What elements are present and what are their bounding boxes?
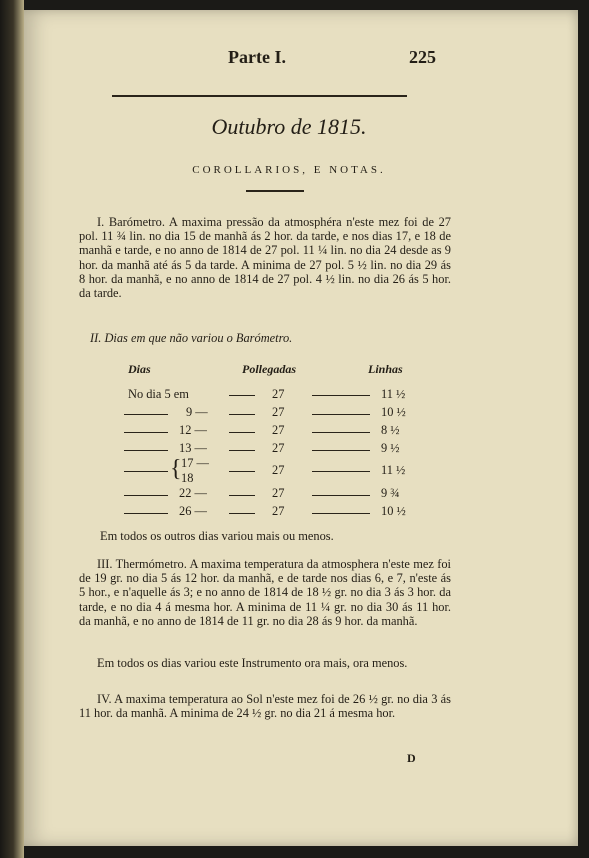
row-dash (124, 471, 168, 472)
brace-mark: { (170, 456, 182, 482)
table-row-lin: 9 ¾ (381, 486, 400, 500)
section-thermometro: III. Thermómetro. A maxima temperatura da atmosphera n'este mez foi de 19 gr. no dia 5 ás 12 hor. da manhã, e de tarde nos dias 6, e 7, n'este ás 5 hor., e n'aquelle ás 3; e no anno de 1814 de 18 ½ gr. no dia 3 ás 3 hor. da tarde, e no dia 4 á mesma hor. A minima de 11 ¼ gr. no dia 30 ás 11 hor. da manhã, e no anno de 1814 de 11 gr. no dia 28 ás 9 hor. da manhã. (79, 557, 451, 628)
header-rule (112, 95, 407, 97)
section-iii-note: Em todos os dias variou este Instrumento ora mais, ora menos. (97, 656, 408, 670)
table-header-pollegadas: Pollegadas (242, 362, 296, 376)
table-row-lin: 10 ½ (381, 405, 406, 419)
table-row-pol: 27 (272, 504, 285, 518)
row-dash (312, 395, 370, 396)
table-row-pol: 27 (272, 441, 285, 455)
row-dash (312, 495, 370, 496)
section-ii-note: Em todos os outros dias variou mais ou menos. (100, 529, 334, 543)
book-page (24, 10, 578, 846)
row-dash (312, 471, 370, 472)
row-dash (124, 450, 168, 451)
table-row-lin: 11 ½ (381, 463, 406, 477)
table-row-pol: 27 (272, 423, 285, 437)
table-row-dias: 22 — (179, 486, 207, 500)
signature-mark: D (407, 751, 416, 765)
row-dash (229, 450, 255, 451)
page-subtitle: COROLLARIOS, E NOTAS. (192, 164, 386, 176)
page-title: Outubro de 1815. (211, 114, 367, 139)
table-row-lin: 10 ½ (381, 504, 406, 518)
table-row-dias-second: 18 (181, 471, 194, 485)
table-row-dias: 12 — (179, 423, 207, 437)
table-header-dias: Dias (128, 362, 151, 376)
section-sol: IV. A maxima temperatura ao Sol n'este mez foi de 26 ½ gr. no dia 3 ás 11 hor. da manhã. A minima de 24 ½ gr. no dia 21 á mesma hor. (79, 692, 451, 721)
table-row-pol: 27 (272, 486, 285, 500)
row-dash (312, 432, 370, 433)
section-ii-heading: II. Dias em que não variou o Barómetro. (90, 331, 293, 345)
page-number: 225 (409, 47, 436, 67)
title-ornament-rule (246, 190, 304, 192)
running-title: Parte I. (228, 47, 286, 67)
row-dash (229, 395, 255, 396)
section-barometro: I. Barómetro. A maxima pressão da atmosphéra n'este mez foi de 27 pol. 11 ¾ lin. no dia 15 de manhã ás 2 hor. da tarde, e nos dias 17, e 18 de manhã e tarde, e no anno de 1814 de 27 pol. 11 ¼ lin. no dia 24 desde as 9 hor. da manhã até ás 5 da tarde. A minima de 27 pol. 5 ½ lin. no dia 29 ás 8 hor. da manhã, e no anno de 1814 de 27 pol. 4 ½ lin. no dia 26 ás 5 hor. da tarde. (79, 215, 451, 301)
table-row-lin: 11 ½ (381, 387, 406, 401)
table-row-dias: 9 — (186, 405, 208, 419)
row-dash (312, 414, 370, 415)
row-dash (229, 495, 255, 496)
table-row-dias: 17 — (181, 456, 209, 470)
table-row-dias: No dia 5 em (128, 387, 189, 401)
table-row-lin: 8 ½ (381, 423, 400, 437)
row-dash (229, 513, 255, 514)
table-row-pol: 27 (272, 387, 285, 401)
row-dash (312, 450, 370, 451)
row-dash (124, 513, 168, 514)
table-row-dias: 13 — (179, 441, 207, 455)
row-dash (229, 414, 255, 415)
row-dash (229, 471, 255, 472)
table-header-linhas: Linhas (368, 362, 403, 376)
row-dash (312, 513, 370, 514)
row-dash (229, 432, 255, 433)
table-row-lin: 9 ½ (381, 441, 400, 455)
row-dash (124, 495, 168, 496)
book-gutter (0, 0, 24, 858)
table-row-pol: 27 (272, 405, 285, 419)
table-row-pol: 27 (272, 463, 285, 477)
row-dash (124, 432, 168, 433)
row-dash (124, 414, 168, 415)
table-row-dias: 26 — (179, 504, 207, 518)
